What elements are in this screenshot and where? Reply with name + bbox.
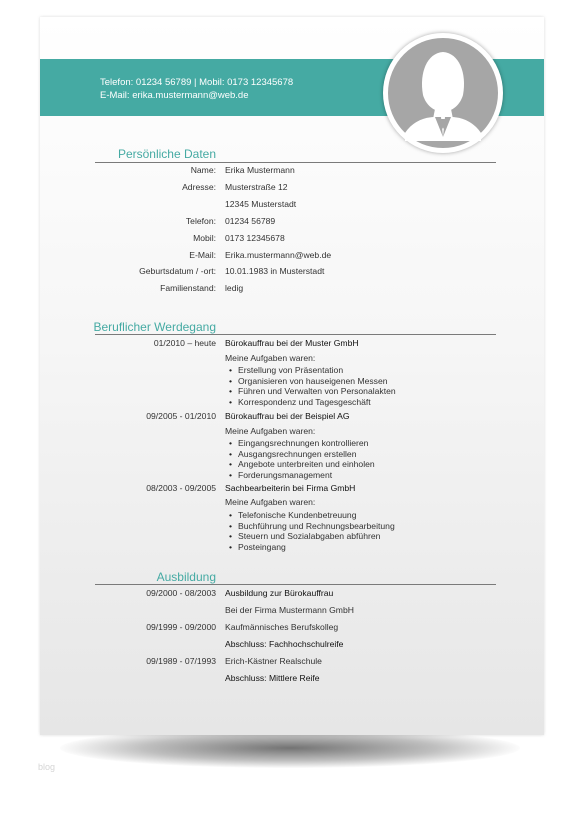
personal-label: Name:	[190, 165, 216, 175]
job-tasks-intro: Meine Aufgaben waren:	[225, 497, 316, 507]
education-institution: Erich-Kästner Realschule	[225, 656, 322, 666]
job-position: Bürokauffrau bei der Beispiel AG	[225, 411, 350, 421]
education-detail: Bei der Firma Mustermann GmbH	[225, 605, 354, 615]
job-period: 09/2005 - 01/2010	[146, 411, 216, 421]
section-title-education: Ausbildung	[156, 570, 216, 584]
list-item: • Organisieren von hauseigenen Messen	[229, 376, 396, 387]
section-rule-career	[95, 334, 496, 335]
personal-value: Erika.mustermann@web.de	[225, 250, 332, 260]
education-period: 09/1999 - 09/2000	[146, 622, 216, 632]
header-phone-line: Telefon: 01234 56789 | Mobil: 0173 12345678	[100, 77, 294, 88]
personal-label: Adresse:	[182, 182, 216, 192]
profile-photo	[383, 33, 503, 153]
list-item: • Angebote unterbreiten und einholen	[229, 459, 375, 470]
section-title-personal: Persönliche Daten	[117, 147, 216, 161]
personal-value: Erika Mustermann	[225, 165, 295, 175]
list-item: • Posteingang	[229, 542, 395, 553]
header-email-line: E-Mail: erika.mustermann@web.de	[100, 90, 249, 101]
list-item: • Ausgangsrechnungen erstellen	[229, 449, 375, 460]
job-position: Sachbearbeiterin bei Firma GmbH	[225, 483, 356, 493]
personal-label: E-Mail:	[189, 250, 216, 260]
job-period: 01/2010 – heute	[153, 338, 216, 348]
personal-label: Geburtsdatum / -ort:	[139, 266, 216, 276]
personal-value: 10.01.1983 in Musterstadt	[225, 266, 325, 276]
list-item: • Erstellung von Präsentation	[229, 365, 396, 376]
personal-value: 01234 56789	[225, 216, 276, 226]
job-period: 08/2003 - 09/2005	[146, 483, 216, 493]
education-period: 09/2000 - 08/2003	[146, 588, 216, 598]
watermark: blog	[38, 762, 56, 772]
section-title-career: Beruflicher Werdegang	[93, 320, 216, 334]
education-period: 09/1989 - 07/1993	[146, 656, 216, 666]
section-rule-personal	[95, 162, 496, 163]
personal-value: Musterstraße 12	[225, 182, 288, 192]
personal-label: Mobil:	[193, 233, 216, 243]
job-task-list	[229, 438, 375, 481]
education-detail: Abschluss: Mittlere Reife	[225, 673, 320, 683]
job-task-list	[229, 510, 395, 553]
list-item: • Korrespondenz und Tagesgeschäft	[229, 397, 396, 408]
list-item: • Forderungsmanagement	[229, 470, 375, 481]
education-institution: Ausbildung zur Bürokauffrau	[225, 588, 334, 598]
list-item: • Buchführung und Rechnungsbearbeitung	[229, 521, 395, 532]
personal-value: 12345 Musterstadt	[225, 199, 297, 209]
job-task-list	[229, 365, 396, 408]
job-position: Bürokauffrau bei der Muster GmbH	[225, 338, 359, 348]
personal-label: Familienstand:	[160, 283, 216, 293]
personal-value: 0173 12345678	[225, 233, 285, 243]
education-institution: Kaufmännisches Berufskolleg	[225, 622, 339, 632]
list-item: • Eingangsrechnungen kontrollieren	[229, 438, 375, 449]
list-item: • Telefonische Kundenbetreuung	[229, 510, 395, 521]
section-rule-education	[95, 584, 496, 585]
personal-label: Telefon:	[185, 216, 216, 226]
list-item: • Steuern und Sozialabgaben abführen	[229, 531, 395, 542]
list-item: • Führen und Verwalten von Personalakten	[229, 386, 396, 397]
job-tasks-intro: Meine Aufgaben waren:	[225, 353, 316, 363]
person-silhouette-icon	[383, 33, 503, 153]
personal-value: ledig	[225, 283, 244, 293]
job-tasks-intro: Meine Aufgaben waren:	[225, 426, 316, 436]
education-detail: Abschluss: Fachhochschulreife	[225, 639, 344, 649]
cv-page	[40, 17, 544, 735]
